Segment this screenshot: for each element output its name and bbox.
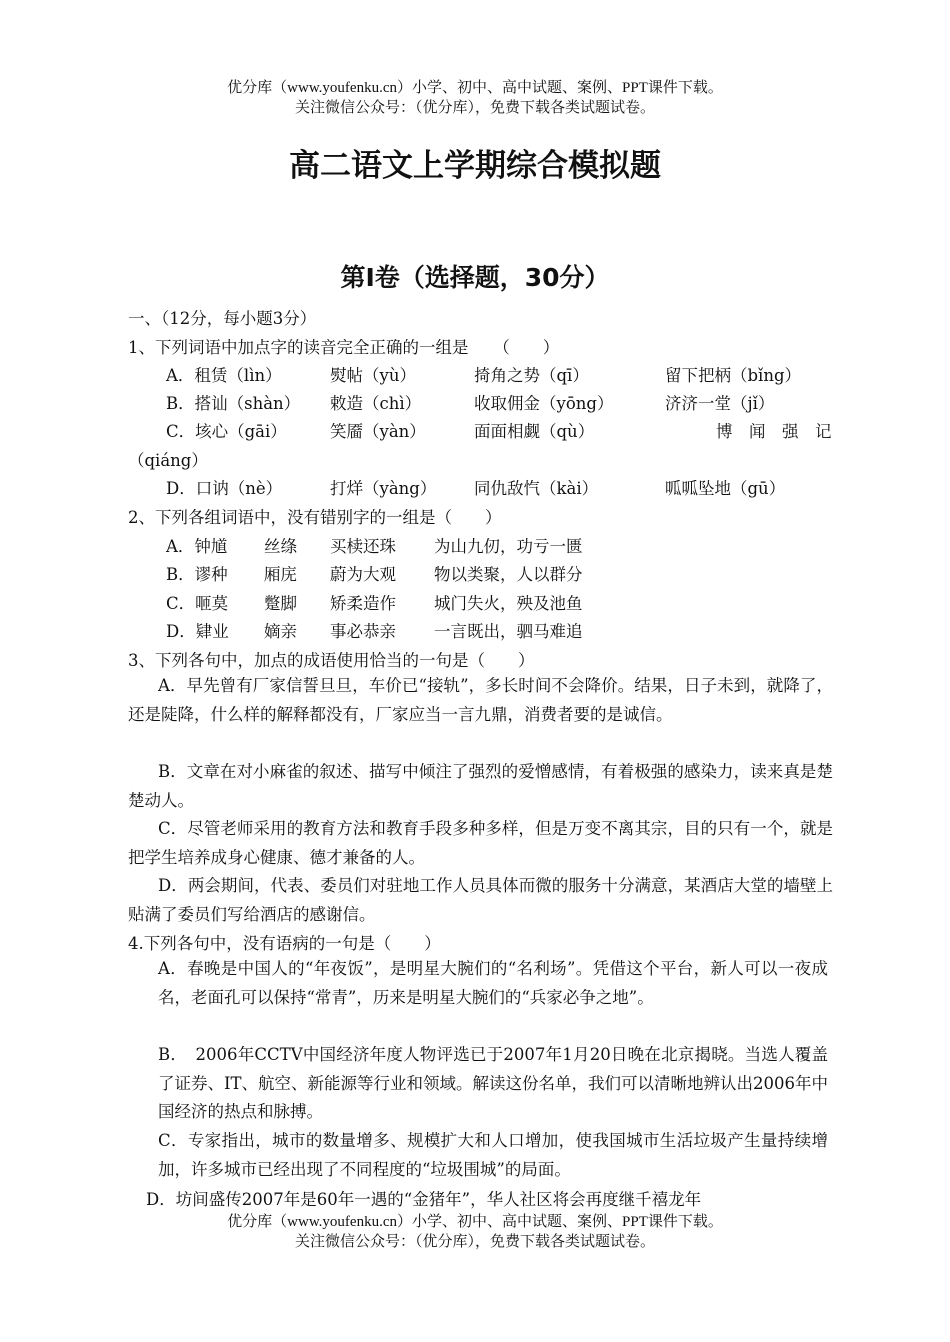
q2-option-b-4: 物以类聚，人以群分 [434,565,583,584]
q3-option-c: C．尽管老师采用的教育方法和教育手段多种多样，但是万变不离其宗，目的只有一个，就是把学生培养成身心健康、德才兼备的人。 [128,819,833,867]
q1-option-d-2: 打烊（yàng） [330,479,437,498]
q2-option-a-3: 买椟还珠 [330,537,396,556]
q4-stem: 4.下列各句中，没有语病的一句是（ ） [128,934,441,953]
q1-option-b-4: 济济一堂（jǐ） [665,394,775,413]
q1-option-a-1: A．租赁（lìn） [166,366,282,385]
section-title: 第Ⅰ卷（选择题，30分） [340,263,610,292]
part1-heading: 一、（12分，每小题3分） [128,309,317,328]
q1-option-b-2: 敕造（chì） [330,394,422,413]
page-title: 高二语文上学期综合模拟题 [289,148,661,184]
q1-option-c-3: 面面相觑（qù） [474,422,595,441]
q1-option-d-3: 同仇敌忾（kài） [474,479,599,498]
q1-option-a-3: 掎角之势（qī） [474,366,589,385]
q2-option-d-2: 嫡亲 [264,622,297,641]
footer-line-2: 关注微信公众号：（优分库），免费下载各类试题试卷。 [294,1234,655,1250]
q2-option-b-3: 蔚为大观 [330,565,396,584]
q2-option-d-3: 事必恭亲 [330,622,396,641]
q2-stem: 2、下列各组词语中，没有错别字的一组是（ ） [128,508,502,527]
q1-option-c-1: C．垓心（gāi） [166,422,287,441]
q4-option-c: C．专家指出，城市的数量增多、规模扩大和人口增加，使我国城市生活垃圾产生量持续增加，许多城市已经出现了不同程度的“垃圾围城”的局面。 [158,1131,828,1179]
q3-stem: 3、下列各句中，加点的成语使用恰当的一句是（ ） [128,651,535,670]
q1-option-b-3: 收取佣金（yōng） [474,394,614,413]
q1-option-c-2: 笑靥（yàn） [330,422,426,441]
q1-stem: 1、下列词语中加点字的读音完全正确的一组是 （ ） [128,338,560,357]
q1-option-a-4: 留下把柄（bǐng） [665,366,802,385]
q2-option-c-3: 矫柔造作 [330,594,396,613]
q2-option-b-2: 厢庑 [264,565,297,584]
q2-option-c-4: 城门失火，殃及池鱼 [434,594,583,613]
q4-option-d: D．坊间盛传2007年是60年一遇的“金猪年”，华人社区将会再度继千禧龙年 [146,1190,702,1209]
q1-option-d-4: 呱呱坠地（gū） [665,479,786,498]
q1-option-c-4: 博 闻 强 记 [716,422,832,441]
q1-option-a-2: 熨帖（yù） [330,366,416,385]
header-line-2: 关注微信公众号：（优分库），免费下载各类试题试卷。 [294,100,655,116]
q1-option-b-1: B．搭讪（shàn） [166,394,301,413]
q4-option-b: B． 2006年CCTV中国经济年度人物评选已于2007年1月20日晚在北京揭晓。当选人覆盖了证券、IT、航空、新能源等行业和领域。解读这份名单，我们可以清晰地辨认出2006年中国经济的热点和脉搏。 [158,1045,829,1121]
q3-option-d: D．两会期间，代表、委员们对驻地工作人员具体而微的服务十分满意，某酒店大堂的墙壁上贴满了委员们写给酒店的感谢信。 [128,876,833,924]
q2-option-a-1: A．钟馗 [166,537,228,556]
header-line-1: 优分库（www.youfenku.cn）小学、初中、高中试题、案例、PPT课件下载。 [227,80,723,96]
q3-option-a: A．早先曾有厂家信誓旦旦，车价已“接轨”，多长时间不会降价。结果，日子未到，就降了，还是陡降，什么样的解释都没有，厂家应当一言九鼎，消费者要的是诚信。 [128,676,833,724]
footer-line-1: 优分库（www.youfenku.cn）小学、初中、高中试题、案例、PPT课件下载。 [227,1214,723,1230]
q4-option-a: A．春晚是中国人的“年夜饭”，是明星大腕们的“名利场”。凭借这个平台，新人可以一夜成名，老面孔可以保持“常青”，历来是明星大腕们的“兵家必争之地”。 [158,959,828,1007]
q2-option-d-1: D．肄业 [166,622,229,641]
q2-option-a-2: 丝绦 [264,537,297,556]
q2-option-b-1: B．谬种 [166,565,228,584]
q2-option-d-4: 一言既出，驷马难追 [434,622,583,641]
q3-option-b: B．文章在对小麻雀的叙述、描写中倾注了强烈的爱憎感情，有着极强的感染力，读来真是楚楚动人。 [128,762,833,810]
q1-option-d-1: D．口讷（nè） [166,479,283,498]
q2-option-c-1: C．咂莫 [166,594,229,613]
q2-option-a-4: 为山九仞，功亏一匮 [434,537,583,556]
q2-option-c-2: 蹩脚 [264,594,297,613]
q1-option-c-wrap: （qiáng） [128,451,208,470]
